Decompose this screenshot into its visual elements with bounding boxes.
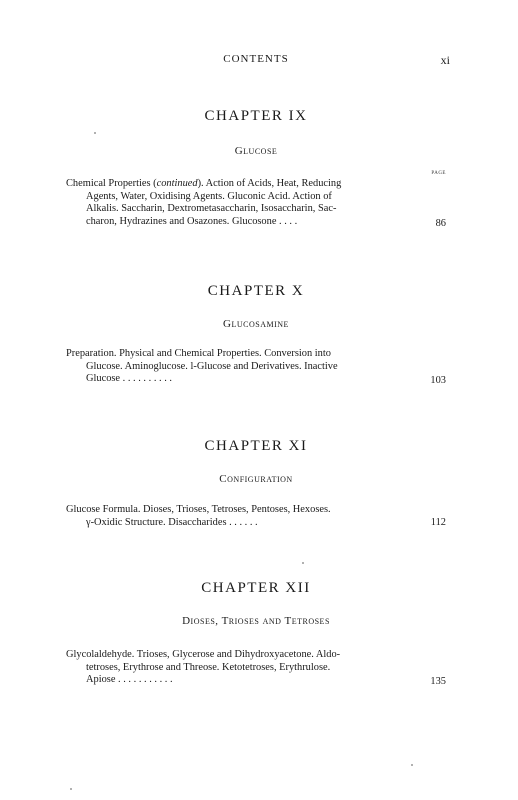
- summary-line: Chemical Properties (continued). Action of Acids, Heat, Reducing: [66, 178, 342, 189]
- summary-line: Preparation. Physical and Chemical Properties. Conversion into: [66, 348, 331, 359]
- scan-fleck: [70, 788, 72, 790]
- chapter-summary: [66, 178, 418, 228]
- summary-line: Glucose Formula. Dioses, Trioses, Tetroses, Pentoses, Hexoses.: [66, 504, 331, 515]
- summary-line: charon, Hydrazines and Osazones. Glucosone . . . .: [86, 215, 298, 227]
- summary-line: Glucose. Aminoglucose. l-Glucose and Derivatives. Inactive: [86, 360, 338, 372]
- page-number: 112: [430, 517, 446, 528]
- running-head-title: CONTENTS: [223, 53, 289, 65]
- summary-line: Glycolaldehyde. Trioses, Glycerose and Dihydroxyacetone. Aldo-: [66, 649, 341, 660]
- running-head: [0, 53, 518, 69]
- page-number: 135: [430, 676, 446, 687]
- summary-line: Alkalis. Saccharin, Dextrometasaccharin, Isosaccharin, Sac-: [86, 203, 337, 214]
- chapter-subtitle: Dioses, Trioses and Tetroses: [182, 615, 330, 627]
- summary-line: Agents, Water, Oxidising Agents. Gluconic Acid. Action of: [86, 190, 332, 202]
- chapter-heading: CHAPTER X: [207, 283, 305, 299]
- scan-fleck: [94, 132, 96, 134]
- chapter-heading: CHAPTER XI: [204, 438, 308, 454]
- summary-line: Glucose . . . . . . . . . .: [86, 373, 173, 384]
- page-number: 86: [435, 218, 446, 229]
- chapter-heading: CHAPTER XII: [201, 580, 311, 596]
- scan-fleck: [411, 764, 413, 766]
- page-number: 103: [430, 375, 446, 386]
- chapter-heading: CHAPTER IX: [204, 108, 308, 124]
- chapter-subtitle: Glucose: [234, 145, 278, 157]
- chapter-summary: [66, 504, 418, 529]
- page-column-label: PAGE: [431, 171, 446, 176]
- page-folio: xi: [440, 53, 450, 67]
- chapter-subtitle: Glucosamine: [223, 318, 289, 330]
- summary-line: tetroses, Erythrose and Threose. Ketotetroses, Erythrulose.: [86, 661, 331, 673]
- summary-line: γ-Oxidic Structure. Disaccharides . . . . . .: [86, 516, 258, 528]
- chapter-summary: [66, 649, 418, 687]
- chapter-subtitle: Configuration: [219, 473, 293, 485]
- summary-line: Apiose . . . . . . . . . . .: [86, 674, 173, 685]
- chapter-summary: [66, 348, 418, 386]
- scan-fleck: [302, 562, 304, 564]
